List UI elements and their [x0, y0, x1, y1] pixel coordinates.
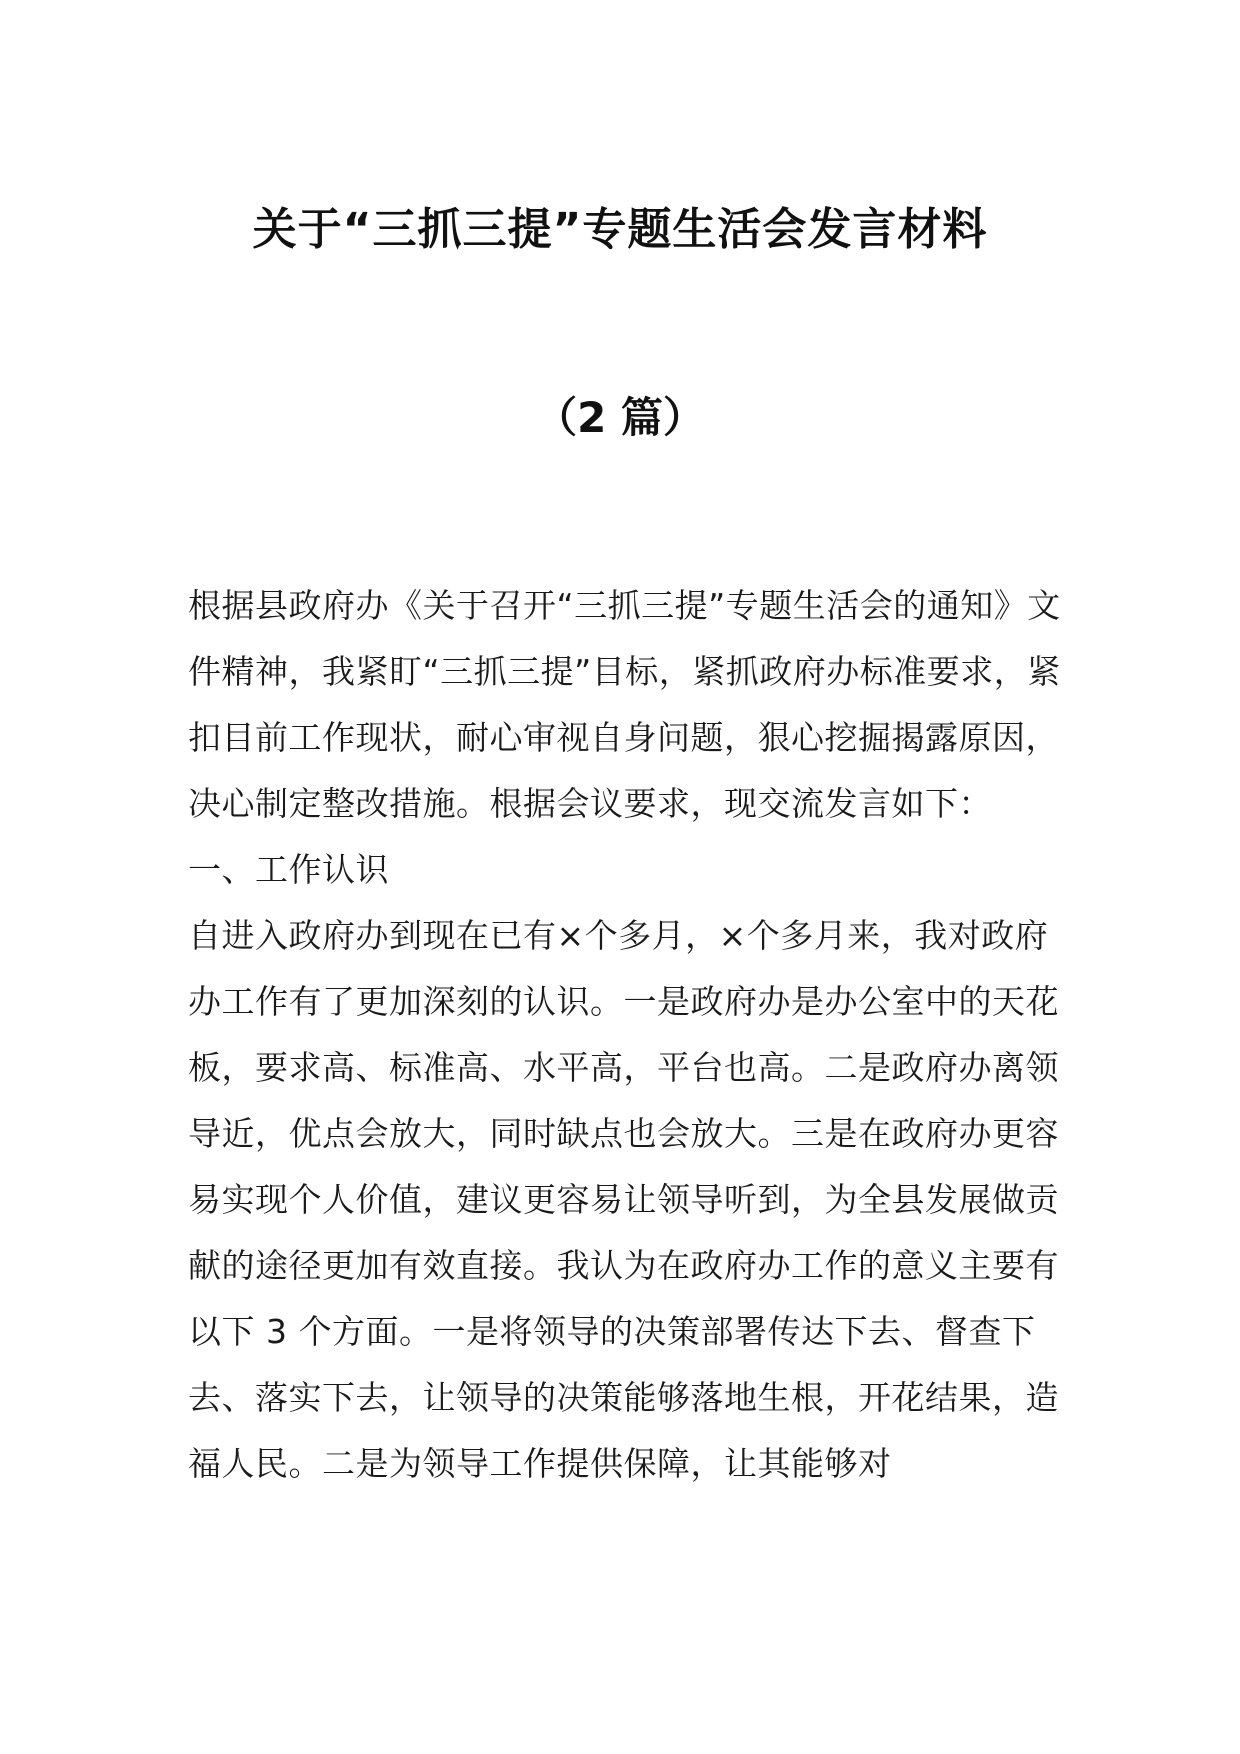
section-heading-work-understanding: 一、工作认识	[188, 850, 389, 889]
document-title: 关于“三抓三提”专题生活会发言材料	[252, 204, 988, 255]
document-subtitle: （2 篇）	[535, 393, 705, 442]
paragraph-intro: 根据县政府办《关于召开“三抓三提”专题生活会的通知》文件精神，我紧盯“三抓三提”目标，紧抓政府办标准要求，紧扣目前工作现状，耐心审视自身问题，狠心挖掘揭露原因，决心制定整改措施。根据会议要求，现交流发言如下：	[188, 586, 1061, 823]
document-body	[188, 573, 1068, 1497]
paragraph-work-understanding: 自进入政府办到现在已有×个多月，×个多月来，我对政府办工作有了更加深刻的认识。一是政府办是办公室中的天花板，要求高、标准高、水平高，平台也高。二是政府办离领导近，优点会放大，同时缺点也会放大。三是在政府办更容易实现个人价值，建议更容易让领导听到，为全县发展做贡献的途径更加有效直接。我认为在政府办工作的意义主要有以下 3 个方面。一是将领导的决策部署传达下去、督查下去、落实下去，让领导的决策能够落地生根，开花结果，造福人民。二是为领导工作提供保障，让其能够对	[188, 916, 1059, 1483]
